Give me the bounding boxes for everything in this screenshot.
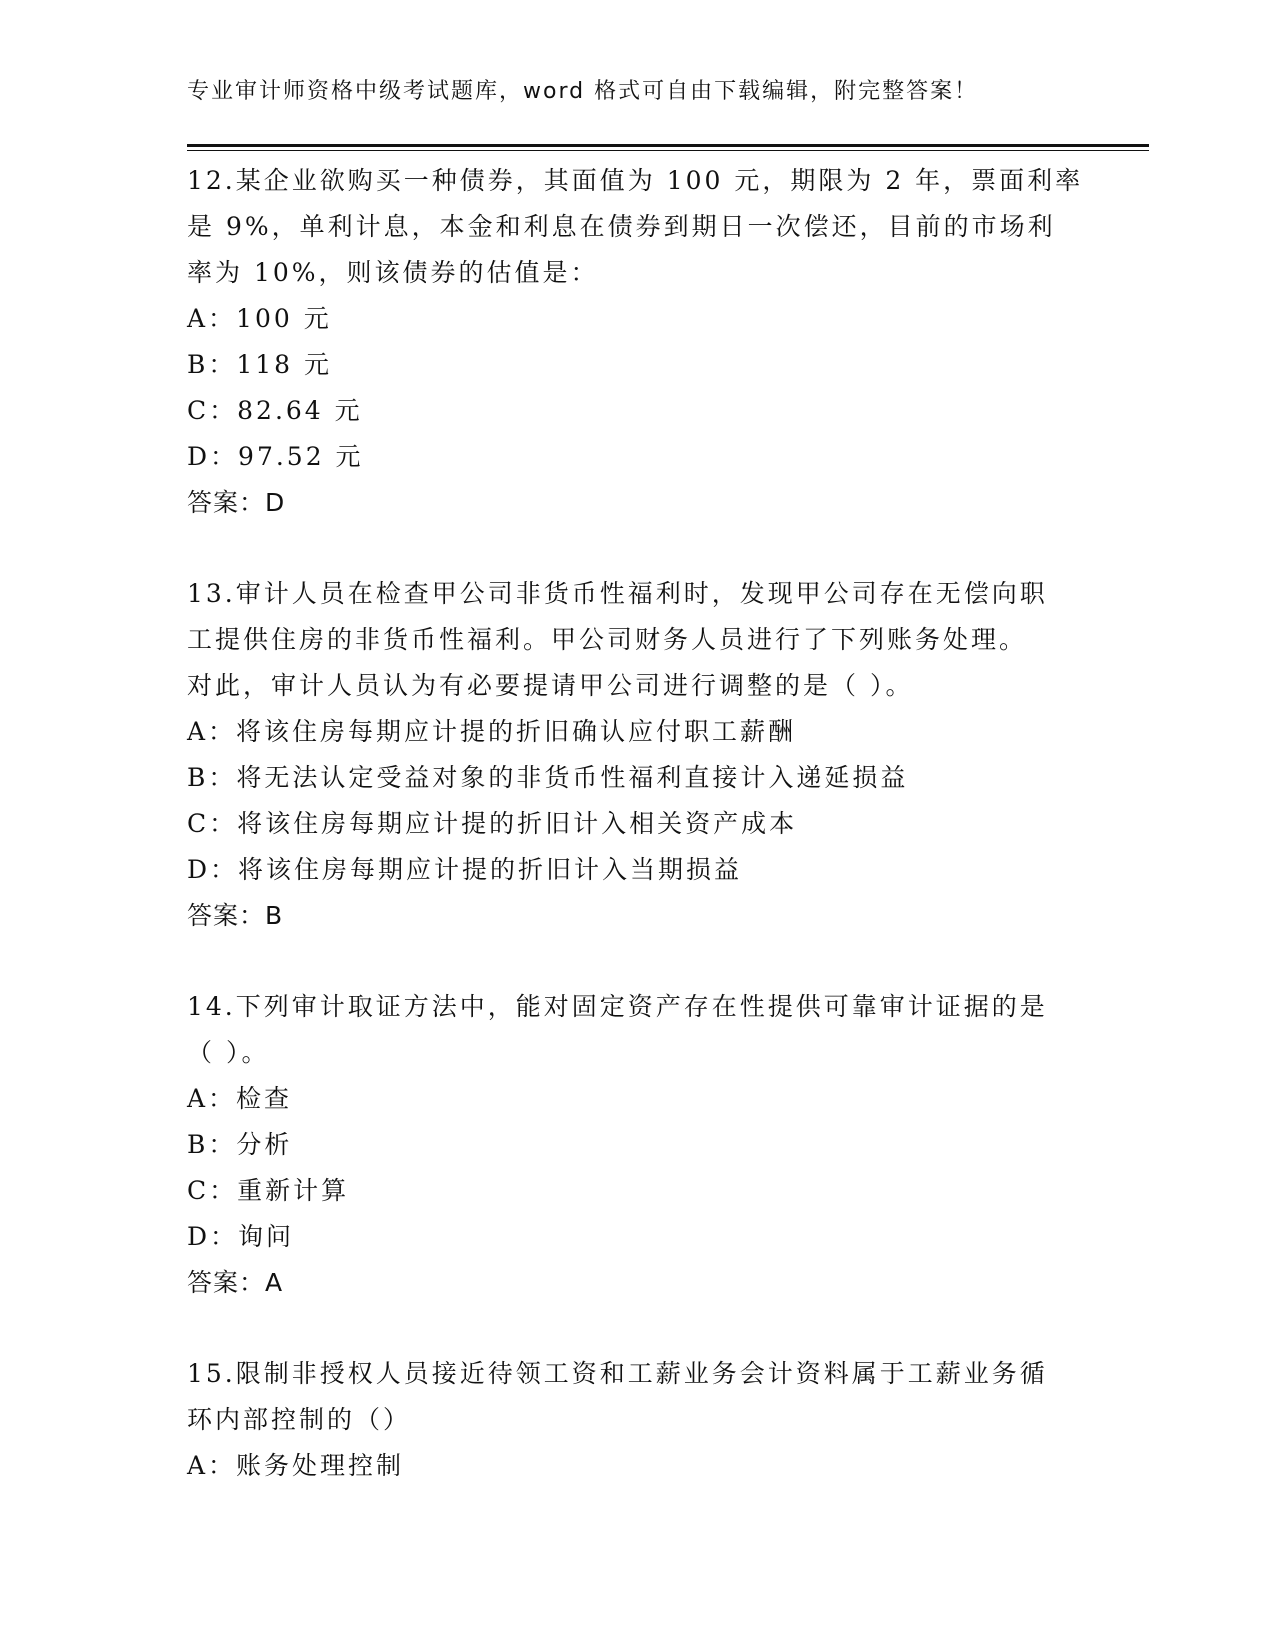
option-a: A：将该住房每期应计提的折旧确认应付职工薪酬	[187, 717, 797, 746]
answer-line: 答案：B	[187, 901, 284, 930]
question-stem-line: 率为 10%，则该债券的估值是：	[187, 258, 599, 287]
question-13	[187, 571, 1067, 939]
question-14	[187, 984, 1067, 1306]
question-stem-line: 13.审计人员在检查甲公司非货币性福利时，发现甲公司存在无偿向职	[187, 579, 1048, 608]
option-d: D：询问	[187, 1222, 295, 1251]
question-list	[187, 158, 1084, 1534]
option-a: A：检查	[187, 1084, 293, 1113]
page-header: 专业审计师资格中级考试题库，word 格式可自由下载编辑，附完整答案！	[187, 79, 979, 104]
header-divider-thick	[187, 144, 1149, 147]
option-a: A：100 元	[187, 304, 332, 333]
option-d: D：将该住房每期应计提的折旧计入当期损益	[187, 855, 743, 884]
question-stem-line: 是 9%，单利计息，本金和利息在债券到期日一次偿还，目前的市场利	[187, 212, 1056, 241]
option-a: A：账务处理控制	[187, 1451, 405, 1480]
question-stem-line: （ ）。	[187, 1038, 270, 1067]
question-12	[187, 158, 1084, 526]
option-b: B：118 元	[187, 350, 333, 379]
question-stem-line: 14.下列审计取证方法中，能对固定资产存在性提供可靠审计证据的是	[187, 992, 1048, 1021]
question-stem-line: 对此，审计人员认为有必要提请甲公司进行调整的是（ ）。	[187, 671, 914, 700]
question-stem-line: 12.某企业欲购买一种债券，其面值为 100 元，期限为 2 年，票面利率	[187, 166, 1084, 195]
question-stem-line: 环内部控制的（）	[187, 1405, 412, 1434]
option-d: D：97.52 元	[187, 442, 364, 471]
option-b: B：分析	[187, 1130, 293, 1159]
option-c: C：82.64 元	[187, 396, 363, 425]
answer-line: 答案：D	[187, 488, 286, 517]
answer-line: 答案：A	[187, 1268, 284, 1297]
option-c: C：将该住房每期应计提的折旧计入相关资产成本	[187, 809, 798, 838]
option-b: B：将无法认定受益对象的非货币性福利直接计入递延损益	[187, 763, 909, 792]
option-c: C：重新计算	[187, 1176, 350, 1205]
question-stem-line: 工提供住房的非货币性福利。甲公司财务人员进行了下列账务处理。	[187, 625, 1028, 654]
question-stem-line: 15.限制非授权人员接近待领工资和工薪业务会计资料属于工薪业务循	[187, 1359, 1048, 1388]
question-15	[187, 1351, 1067, 1489]
header-divider-thin	[187, 150, 1149, 151]
